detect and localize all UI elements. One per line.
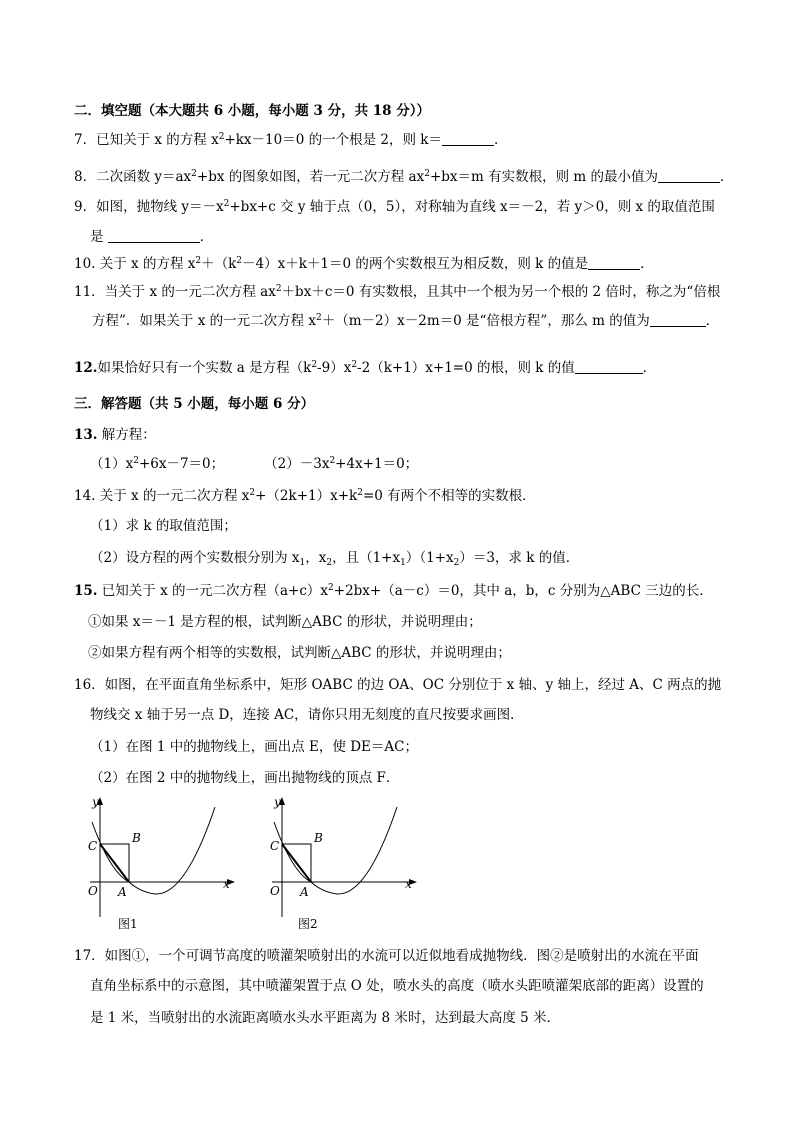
question-12: 12.如果恰好只有一个实数 a 是方程$(k^2-9)x^2-2(k+1)x+1=0$ 的根，则 k 的值 ． bbox=[74, 360, 657, 376]
y-axis-label: y bbox=[274, 795, 281, 809]
question-13-parts: $(1)x^2+6x-7=0$； $(2)-3x^2+4x+1=0$； bbox=[90, 456, 419, 472]
origin-label: O bbox=[270, 884, 280, 898]
y-axis-label: y bbox=[92, 795, 99, 809]
figure-2-caption: 图2 bbox=[298, 917, 318, 931]
figure-1-caption: 图1 bbox=[118, 917, 138, 931]
point-c-label: C bbox=[88, 839, 98, 853]
figure-1 bbox=[80, 792, 240, 937]
question-16-part1: （1）在图 1 中的抛物线上，画出点 E，使 DE＝AC； bbox=[90, 739, 418, 755]
point-c-label: C bbox=[270, 839, 280, 853]
point-a-label: A bbox=[300, 885, 309, 899]
answer-blank[interactable] bbox=[442, 131, 494, 146]
question-8: 8．二次函数 $y=ax^2+bx$ 的图象如图，若一元二次方程 $ax^2+bx=m$ 有实数根，则 m 的最小值为 ． bbox=[74, 169, 734, 185]
answer-blank[interactable] bbox=[658, 168, 720, 183]
point-a-label: A bbox=[118, 885, 127, 899]
question-14: 14. 关于 x 的一元二次方程 $x^2+(2k+1)x+k^2=0$ 有两个不相等的实数根． bbox=[74, 488, 536, 504]
question-9-line2: 是 ． bbox=[90, 229, 214, 245]
question-13: 13. 解方程： bbox=[74, 427, 156, 443]
question-15-part2: ②如果方程有两个相等的实数根，试判断△ABC 的形状，并说明理由； bbox=[88, 645, 511, 661]
question-10: 10. 关于 x 的方程 $x^2+(k^2-4)x+k+1=0$ 的两个实数根互为相反数，则 k 的值是 ． bbox=[74, 256, 654, 272]
question-17: 17．如图①，一个可调节高度的喷灌架喷射出的水流可以近似地看成抛物线．图②是喷射出的水流在平面 bbox=[74, 948, 699, 964]
point-b-label: B bbox=[132, 831, 141, 845]
question-15-part1: ①如果 x＝－1 是方程的根，试判断△ABC 的形状，并说明理由； bbox=[88, 614, 482, 630]
question-16-part2: （2）在图 2 中的抛物线上，画出抛物线的顶点 F． bbox=[90, 770, 400, 786]
point-b-label: B bbox=[314, 831, 323, 845]
question-11-line2: 方程”．如果关于 x 的一元二次方程 $x^2+(m-2)x-2m=0$ 是“倍根方程”，那么 m 的值为 ． bbox=[92, 313, 720, 329]
figure-2 bbox=[262, 792, 422, 937]
x-axis-label: x bbox=[223, 877, 230, 891]
question-17-line2: 直角坐标系中的示意图，其中喷灌架置于点 O 处，喷水头的高度（喷水头距喷灌架底部的距离）设置的 bbox=[90, 978, 704, 994]
question-16-line2: 物线交 x 轴于另一点 D，连接 AC，请你只用无刻度的直尺按要求画图． bbox=[90, 707, 524, 723]
question-16: 16．如图，在平面直角坐标系中，矩形 OABC 的边 OA、OC 分别位于 x 轴、y 轴上，经过 A、C 两点的抛 bbox=[74, 677, 722, 693]
question-9: 9．如图，抛物线 $y=-x^2+bx+c$ 交 y 轴于点（0，5），对称轴为直线 x＝－2，若 y＞0，则 x 的取值范围 bbox=[74, 199, 715, 215]
origin-label: O bbox=[88, 884, 98, 898]
answer-blank[interactable] bbox=[588, 255, 640, 270]
section-2-title: 二．填空题（本大题共 6 小题，每小题 3 分，共 18 分）） bbox=[74, 103, 431, 119]
answer-blank[interactable] bbox=[650, 312, 706, 327]
question-17-line3: 是 1 米，当喷射出的水流距离喷水头水平距离为 8 米时，达到最大高度 5 米． bbox=[90, 1010, 561, 1026]
question-15: 15. 已知关于 x 的一元二次方程$(a+c)x^2+2bx+(a-c)=0$，其中 a，b，c 分别为△ABC 三边的长． bbox=[74, 583, 713, 599]
answer-blank[interactable] bbox=[108, 228, 200, 243]
x-axis-label: x bbox=[405, 877, 412, 891]
section-3-title: 三．解答题（共 5 小题，每小题 6 分） bbox=[74, 396, 315, 412]
question-7: 7．已知关于 x 的方程 $x^2+kx-10=0$ 的一个根是 2，则 k＝ ． bbox=[74, 132, 508, 148]
question-11: 11．当关于 x 的一元二次方程 $ax^2+bx+c=0$ 有实数根，且其中一个根为另一个根的 2 倍时，称之为“倍根 bbox=[74, 284, 721, 300]
question-14-part2: （2）设方程的两个实数根分别为 $x_1$，$x_2$，且$(1+x_1)(1+x_2)=3$，求 k 的值． bbox=[90, 550, 580, 568]
question-14-part1: （1）求 k 的取值范围； bbox=[90, 518, 237, 534]
answer-blank[interactable] bbox=[575, 359, 643, 374]
